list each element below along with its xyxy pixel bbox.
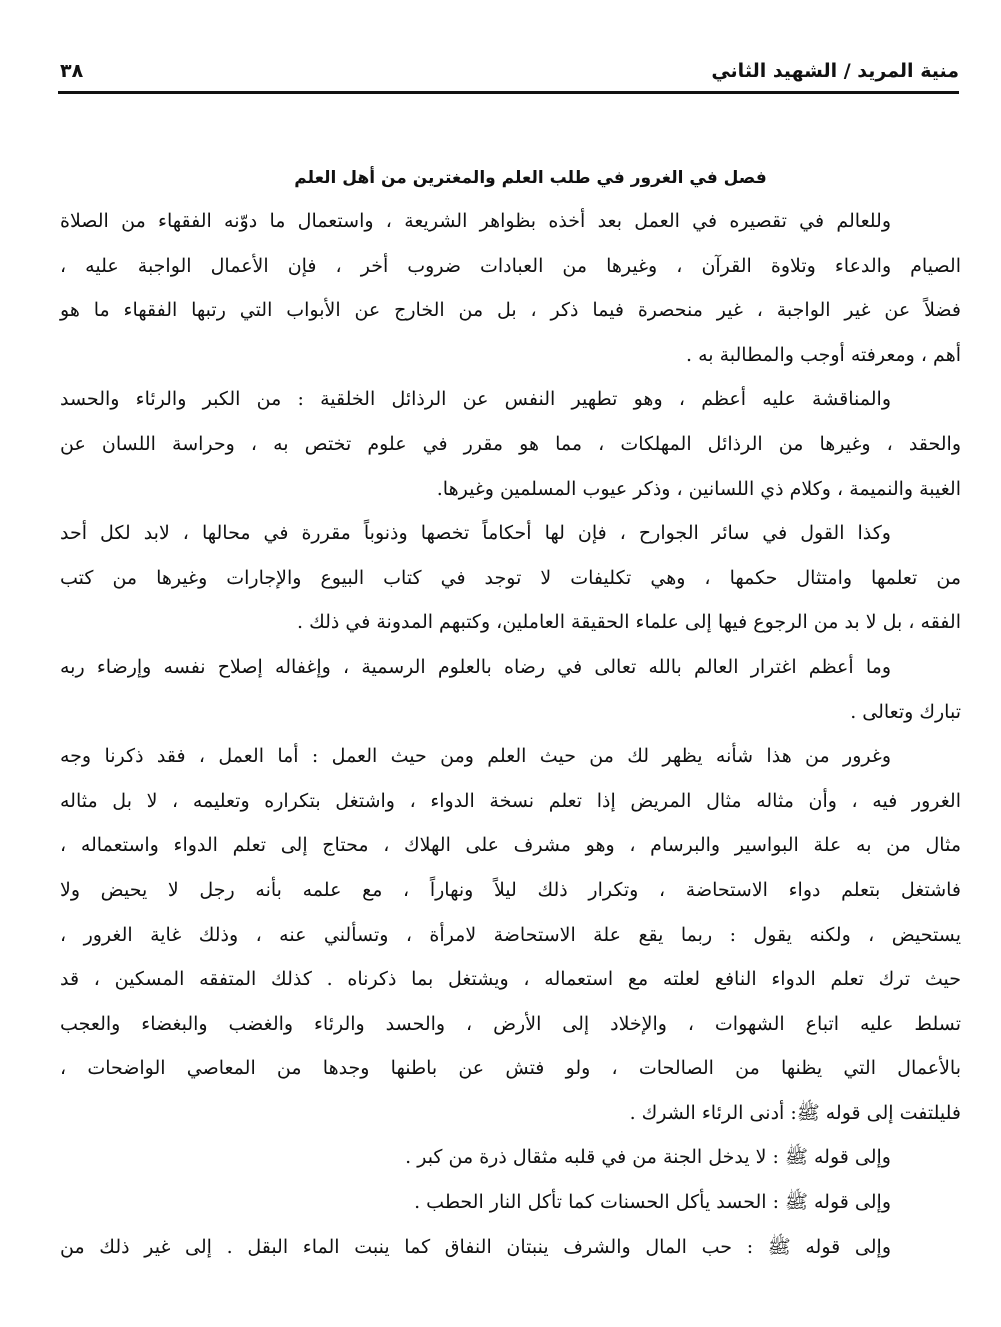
text-line: وللعالم في تقصيره في العمل بعد أخذه بظواهر الشريعة ، واستعمال ما دوّنه الفقهاء من الصلاة [60, 210, 891, 232]
text-line: فليلتفت إلى قوله ﷺ: أدنى الرئاء الشرك . [629, 1101, 961, 1124]
text-line: وكذا القول في سائر الجوارح ، فإن لها أحكاماً تخصها وذنوباً مقررة في محالها ، لابد لكل أحد [60, 522, 891, 545]
text-line: وإلى قوله ﷺ : لا يدخل الجنة من في قلبه مثقال ذرة من كبر . [405, 1146, 891, 1169]
text-line: أهم ، ومعرفته أوجب والمطالبة به . [686, 343, 961, 366]
text-line: فاشتغل بتعلم دواء الاستحاضة ، وتكرار ذلك ليلاً ونهاراً ، مع علمه بأنه رجل لا يحيض ولا [60, 878, 961, 901]
text-line: وإلى قوله ﷺ : حب المال والشرف ينبتان النفاق كما ينبت الماء البقل . إلى غير ذلك من [60, 1235, 891, 1258]
text-line: من تعلمها وامتثال حكمها ، وهي تكليفات لا توجد في كتاب البيوع والإجارات وغيرها من كتب [60, 566, 961, 589]
text-line: والمناقشة عليه أعظم ، وهو تطهير النفس عن الرذائل الخلقية : من الكبر والرئاء والحسد [60, 388, 891, 411]
text-line: حيث ترك تعلم الدواء النافع لعلته مع استعماله ، ويشتغل بما ذكرناه . كذلك المتفقه المسكين ، قد [60, 968, 961, 991]
page-number: ٣٨ [60, 60, 84, 82]
running-title: منية المريد / الشهيد الثاني [711, 60, 959, 82]
text-line: تسلط عليه اتباع الشهوات ، والإخلاد إلى الأرض ، والحسد والرئاء والغضب والبغضاء والعجب [60, 1012, 961, 1035]
text-line: وغرور من هذا شأنه يظهر لك من حيث العلم ومن حيث العمل : أما العمل ، فقد ذكرنا وجه [60, 745, 891, 768]
text-line: والحقد ، وغيرها من الرذائل المهلكات ، مما هو مقرر في علوم تختص به ، وحراسة اللسان عن [60, 432, 961, 455]
text-line: مثال من به علة البواسير والبرسام ، وهو مشرف على الهلاك ، محتاج إلى تعلم الدواء واستعماله ، [60, 834, 961, 857]
text-line: يستحيض ، ولكنه يقول : ربما يقع علة الاستحاضة لامرأة ، وتسألني عنه ، وذلك غاية الغرور ، [60, 923, 961, 946]
text-line: بالأعمال التي يظنها من الصالحات ، ولو فتش عن باطنها وجدها من المعاصي الواضحات ، [60, 1057, 961, 1080]
text-line: الغرور فيه ، وأن مثاله مثال المريض إذا تعلم نسخة الدواء ، واشتغل بتكراره وتعليمه ، لا بل مثاله [60, 789, 961, 812]
header-rule [58, 91, 959, 94]
text-line: وما أعظم اغترار العالم بالله تعالى في رضاه بالعلوم الرسمية ، وإغفاله إصلاح نفسه وإرضاء ربه [60, 655, 891, 678]
page-header [60, 56, 959, 92]
text-line: تبارك وتعالى . [850, 700, 961, 723]
text-line: الغيبة والنميمة ، وكلام ذي اللسانين ، وذكر عيوب المسلمين وغيرها. [436, 477, 961, 500]
text-line: وإلى قوله ﷺ : الحسد يأكل الحسنات كما تأكل النار الحطب . [414, 1191, 891, 1214]
text-line: الفقه ، بل لا بد من الرجوع فيها إلى علماء الحقيقة العاملين، وكتبهم المدونة في ذلك . [297, 611, 961, 634]
body-text [60, 204, 961, 1274]
section-title: فصل في الغرور في طلب العلم والمغترين من أهل العلم [294, 168, 767, 188]
text-line: فضلاً عن غير الواجبة ، غير منحصرة فيما ذكر ، بل من الخارج عن الأبواب التي رتبها الفقهاء ما هو [60, 299, 961, 322]
text-line: الصيام والدعاء وتلاوة القرآن ، وغيرها من العبادات ضروب أخر ، فإن الأعمال الواجبة عليه ، [60, 254, 961, 277]
